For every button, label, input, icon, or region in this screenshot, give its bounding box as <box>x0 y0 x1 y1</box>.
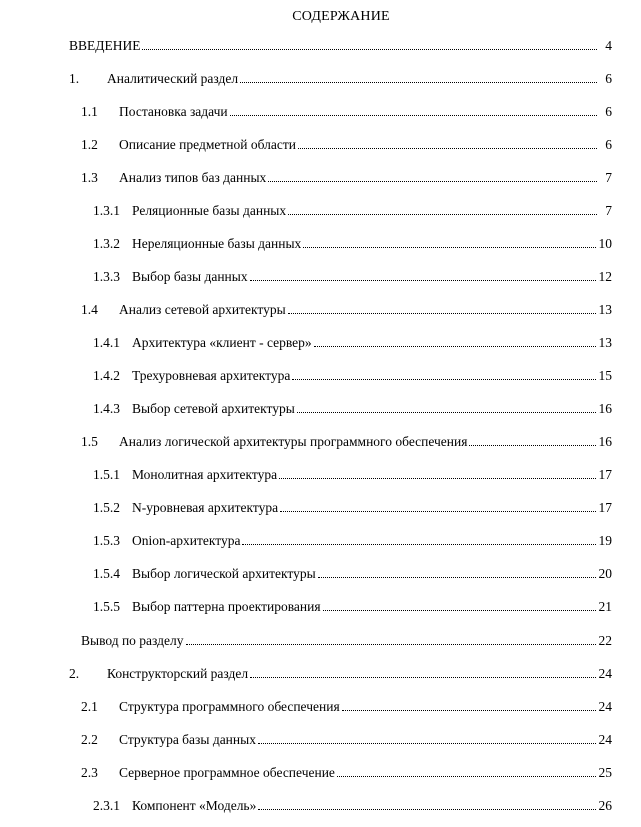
toc-entry-number: 1.5.3 <box>93 533 120 548</box>
toc-entry-text: Анализ сетевой архитектуры <box>119 302 286 317</box>
toc-entry-page: 17 <box>598 500 612 515</box>
toc-entry-text: Анализ типов баз данных <box>119 170 267 185</box>
dot-leader <box>318 576 596 578</box>
toc-entry-number: 1. <box>69 71 80 86</box>
toc-entry[interactable] <box>93 201 612 219</box>
toc-entry[interactable] <box>93 399 612 417</box>
toc-entry-page: 10 <box>598 236 612 251</box>
toc-entry-number: 1.5.5 <box>93 599 120 614</box>
toc-entry-text: Монолитная архитектура <box>132 467 278 482</box>
toc-entry-text: Описание предметной области <box>119 137 296 152</box>
toc-entry-text: Структура программного обеспечения <box>119 699 340 714</box>
toc-entry-page: 16 <box>598 401 612 416</box>
toc-entry-text: Выбор базы данных <box>132 269 248 284</box>
dot-leader <box>292 378 595 380</box>
toc-entry-text: Архитектура «клиент - сервер» <box>132 335 312 350</box>
dot-leader <box>250 676 595 678</box>
toc-entry-page: 21 <box>598 599 612 614</box>
toc-entry-page: 24 <box>598 732 612 747</box>
toc-title: СОДЕРЖАНИЕ <box>292 9 390 24</box>
toc-entry-text: Структура базы данных <box>119 732 256 747</box>
dot-leader <box>268 180 597 182</box>
dot-leader <box>288 312 596 314</box>
toc-entry-text: N-уровневая архитектура <box>132 500 279 515</box>
toc-entry[interactable] <box>81 102 612 120</box>
dot-leader <box>303 246 595 248</box>
toc-entry-number: 1.5.4 <box>93 566 120 581</box>
toc-entry[interactable] <box>93 267 612 285</box>
toc-entry-number: 1.5.2 <box>93 500 120 515</box>
dot-leader <box>250 279 596 281</box>
toc-entry[interactable] <box>93 333 612 351</box>
toc-entry-number: 1.3.2 <box>93 236 120 251</box>
dot-leader <box>314 345 596 347</box>
toc-entry-number: 1.4.2 <box>93 368 120 383</box>
toc-entry[interactable] <box>93 366 612 384</box>
toc-entry-number: 1.4.1 <box>93 335 120 350</box>
toc-entry-text: Выбор паттерна проектирования <box>132 599 321 614</box>
toc-entry[interactable] <box>69 69 612 87</box>
toc-entry-text: Выбор сетевой архитектуры <box>132 401 295 416</box>
toc-entry-number: 1.3.3 <box>93 269 120 284</box>
toc-entry-page: 6 <box>605 104 612 119</box>
toc-entry-page: 26 <box>598 798 612 813</box>
toc-entry[interactable] <box>81 730 612 748</box>
toc-entry[interactable] <box>93 465 612 483</box>
toc-entry-text: Вывод по разделу <box>81 633 184 648</box>
dot-leader <box>337 775 596 777</box>
toc-entry-page: 20 <box>598 566 612 581</box>
dot-leader <box>142 48 597 50</box>
toc-entry[interactable] <box>81 300 612 318</box>
toc-entry[interactable] <box>69 36 612 54</box>
toc-entry-number: 1.2 <box>81 137 98 152</box>
toc-entry-text: Onion-архитектура <box>132 533 241 548</box>
toc-entry-number: 2. <box>69 666 80 681</box>
toc-entry-page: 12 <box>598 269 612 284</box>
toc-entry[interactable] <box>93 564 612 582</box>
toc-entry-number: 2.2 <box>81 732 98 747</box>
toc-entry-number: 2.1 <box>81 699 98 714</box>
dot-leader <box>240 81 597 83</box>
dot-leader <box>242 543 595 545</box>
toc-entry[interactable] <box>93 597 612 615</box>
toc-entry-text: ВВЕДЕНИЕ <box>69 38 141 53</box>
toc-entry[interactable] <box>93 531 612 549</box>
toc-entry-page: 15 <box>598 368 612 383</box>
toc-entry-page: 25 <box>598 765 612 780</box>
toc-entry-number: 1.3.1 <box>93 203 120 218</box>
toc-entry-number: 1.5.1 <box>93 467 120 482</box>
toc-entry[interactable] <box>69 664 612 682</box>
dot-leader <box>323 609 596 611</box>
toc-entry-number: 1.4.3 <box>93 401 120 416</box>
toc-entry-number: 2.3 <box>81 765 98 780</box>
toc-entry-number: 1.3 <box>81 170 98 185</box>
toc-entry[interactable] <box>81 631 612 649</box>
toc-entry-page: 24 <box>598 666 612 681</box>
toc-entry-text: Выбор логической архитектуры <box>132 566 316 581</box>
dot-leader <box>342 709 596 711</box>
toc-entry-text: Реляционные базы данных <box>132 203 287 218</box>
toc-entry-page: 16 <box>598 434 612 449</box>
dot-leader <box>258 742 596 744</box>
toc-entry-text: Нереляционные базы данных <box>132 236 302 251</box>
toc-entry-number: 2.3.1 <box>93 798 120 813</box>
toc-entry[interactable] <box>81 763 612 781</box>
toc-entry-text: Постановка задачи <box>119 104 228 119</box>
toc-entry[interactable] <box>81 697 612 715</box>
toc-entry-text: Компонент «Модель» <box>132 798 257 813</box>
dot-leader <box>297 411 596 413</box>
toc-entry-page: 7 <box>605 203 612 218</box>
toc-entry[interactable] <box>93 234 612 252</box>
dot-leader <box>469 444 595 446</box>
toc-entry-page: 13 <box>598 302 612 317</box>
toc-entry-number: 1.5 <box>81 434 98 449</box>
toc-entry[interactable] <box>93 498 612 516</box>
toc-entry[interactable] <box>81 135 612 153</box>
toc-entry-page: 24 <box>598 699 612 714</box>
toc-entry-text: Трехуровневая архитектура <box>132 368 291 383</box>
toc-entry-page: 13 <box>598 335 612 350</box>
dot-leader <box>288 213 597 215</box>
toc-entry-number: 1.1 <box>81 104 98 119</box>
toc-entry-page: 6 <box>605 71 612 86</box>
dot-leader <box>280 510 595 512</box>
toc-entry-page: 4 <box>605 38 612 53</box>
dot-leader <box>298 147 597 149</box>
dot-leader <box>279 477 595 479</box>
toc-entry[interactable] <box>93 796 612 814</box>
dot-leader <box>230 114 597 116</box>
dot-leader <box>186 643 596 645</box>
toc-entry-text: Анализ логической архитектуры программного обеспечения <box>119 434 468 449</box>
toc-entry-text: Конструкторский раздел <box>107 666 249 681</box>
toc-entry-number: 1.4 <box>81 302 98 317</box>
toc-entry[interactable] <box>81 168 612 186</box>
toc-entry-page: 19 <box>598 533 612 548</box>
toc-entry-page: 7 <box>605 170 612 185</box>
toc-entry-text: Серверное программное обеспечение <box>119 765 335 780</box>
dot-leader <box>258 808 595 810</box>
toc-entry[interactable] <box>81 432 612 450</box>
toc-entry-page: 22 <box>598 633 612 648</box>
toc-entry-text: Аналитический раздел <box>107 71 239 86</box>
toc-entry-page: 17 <box>598 467 612 482</box>
toc-entry-page: 6 <box>605 137 612 152</box>
